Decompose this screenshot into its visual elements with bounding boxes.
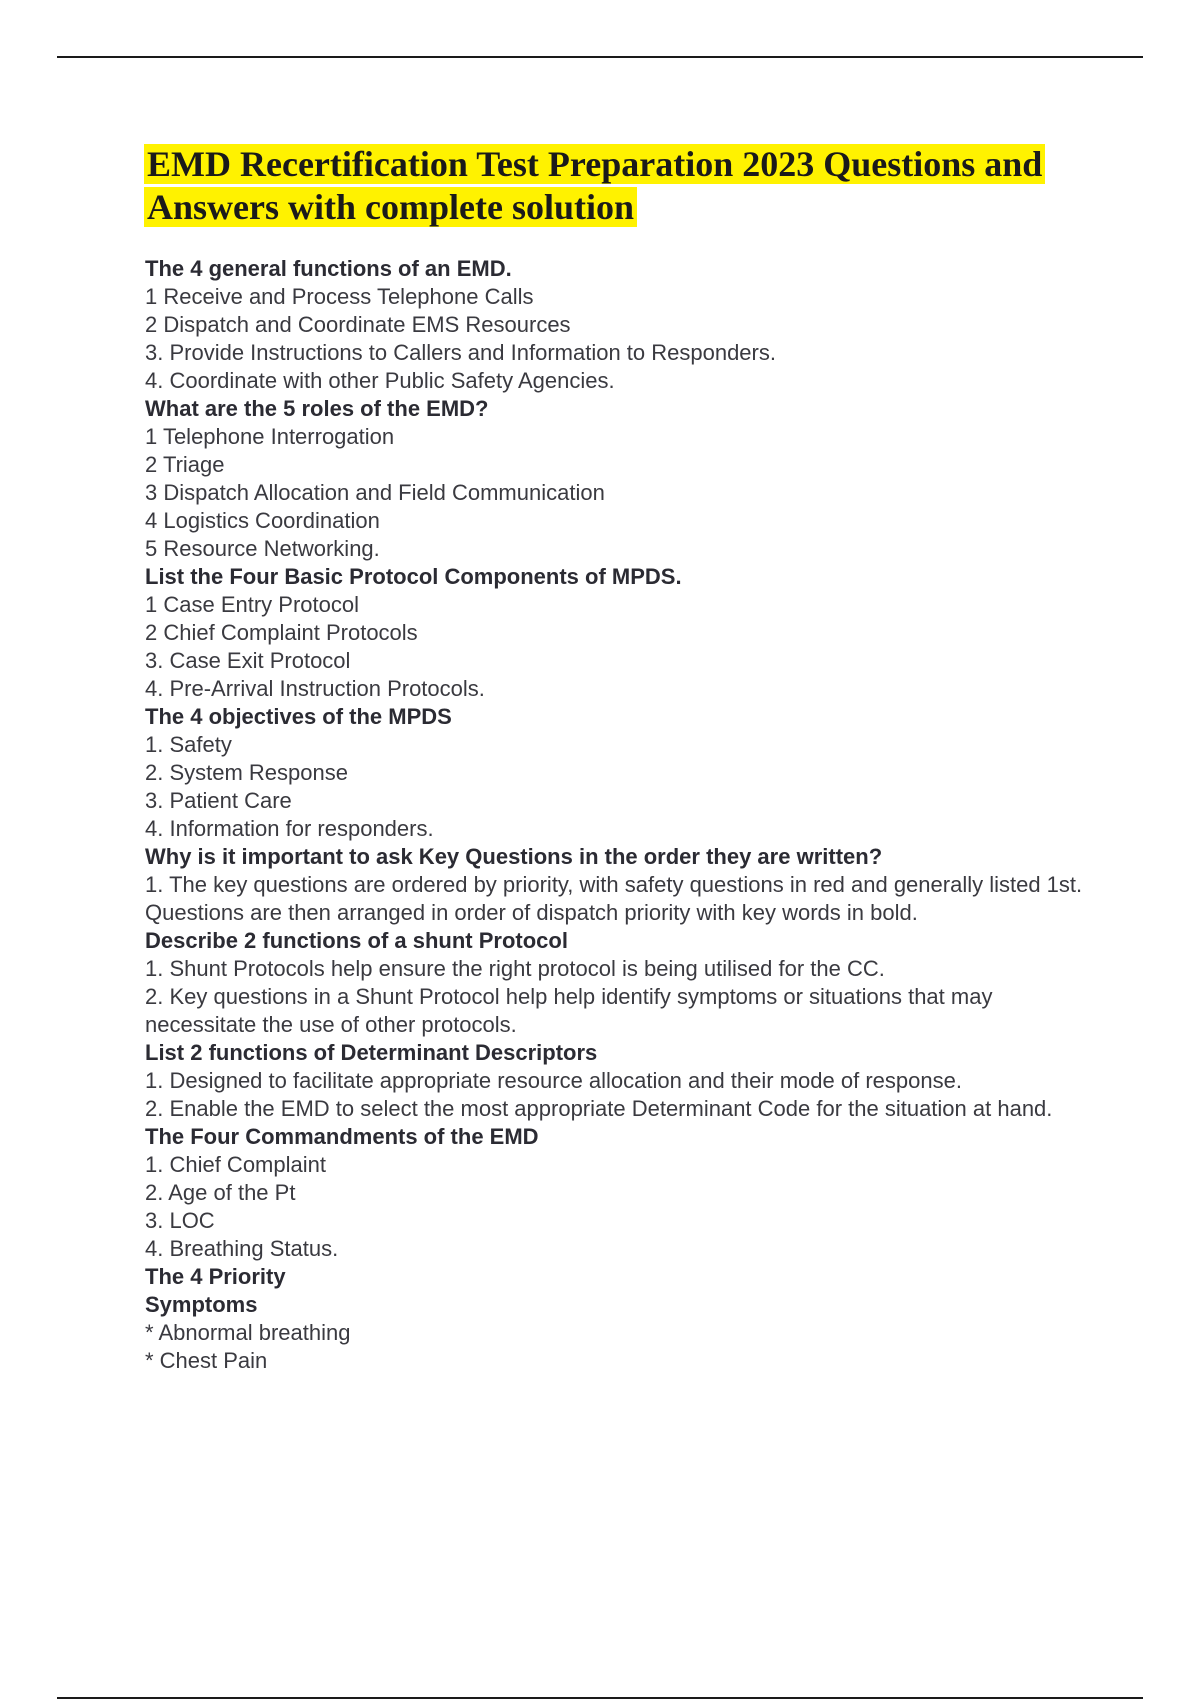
qa-block	[145, 843, 1085, 927]
answer-line: 2. Age of the Pt	[145, 1180, 296, 1205]
document-title	[144, 143, 1084, 229]
question-heading: The 4 general functions of an EMD.	[145, 256, 512, 281]
answer-line: 3. Patient Care	[145, 788, 292, 813]
title-highlight: EMD Recertification Test Preparation 2023 Questions and Answers with complete solution	[144, 144, 1045, 227]
answer-line: 2 Triage	[145, 452, 225, 477]
answer-line: 1. Shunt Protocols help ensure the right protocol is being utilised for the CC.	[145, 956, 885, 981]
answer-line: * Abnormal breathing	[145, 1320, 351, 1345]
qa-block	[145, 1263, 1085, 1291]
question-heading: Describe 2 functions of a shunt Protocol	[145, 928, 568, 953]
question-heading: List 2 functions of Determinant Descriptors	[145, 1040, 598, 1065]
answer-line: 2. Key questions in a Shunt Protocol help help identify symptoms or situations that may necessitate the use of other protocols.	[145, 984, 993, 1037]
bottom-rule	[57, 1697, 1143, 1699]
answer-line: 3 Dispatch Allocation and Field Communication	[145, 480, 605, 505]
question-heading: The 4 objectives of the MPDS	[145, 704, 452, 729]
answer-line: 3. Provide Instructions to Callers and Information to Responders.	[145, 340, 776, 365]
qa-block	[145, 703, 1085, 843]
answer-line: 4. Breathing Status.	[145, 1236, 339, 1261]
qa-block	[145, 395, 1085, 563]
answer-line: 1 Receive and Process Telephone Calls	[145, 284, 534, 309]
answer-line: 2 Chief Complaint Protocols	[145, 620, 418, 645]
answer-line: 4 Logistics Coordination	[145, 508, 380, 533]
answer-line: 1 Case Entry Protocol	[145, 592, 359, 617]
answer-line: 4. Coordinate with other Public Safety Agencies.	[145, 368, 615, 393]
qa-block	[145, 563, 1085, 703]
qa-block	[145, 255, 1085, 395]
answer-line: 2 Dispatch and Coordinate EMS Resources	[145, 312, 571, 337]
qa-block	[145, 1123, 1085, 1263]
answer-line: 1. The key questions are ordered by priority, with safety questions in red and generally listed 1st. Questions are then arranged in order of dispatch priority with key words in bold.	[145, 872, 1083, 925]
answer-line: * Chest Pain	[145, 1348, 268, 1373]
qa-block	[145, 1291, 1085, 1375]
answer-line: 3. Case Exit Protocol	[145, 648, 351, 673]
answer-line: 4. Pre-Arrival Instruction Protocols.	[145, 676, 485, 701]
qa-body	[145, 255, 1085, 1375]
answer-line: 5 Resource Networking.	[145, 536, 380, 561]
qa-block	[145, 927, 1085, 1039]
answer-line: 4. Information for responders.	[145, 816, 434, 841]
answer-line: 3. LOC	[145, 1208, 215, 1233]
question-heading: List the Four Basic Protocol Components of MPDS.	[145, 564, 682, 589]
answer-line: 1 Telephone Interrogation	[145, 424, 395, 449]
answer-line: 2. Enable the EMD to select the most appropriate Determinant Code for the situation at hand.	[145, 1096, 1053, 1121]
qa-block	[145, 1039, 1085, 1123]
question-heading: The Four Commandments of the EMD	[145, 1124, 539, 1149]
question-heading: What are the 5 roles of the EMD?	[145, 396, 489, 421]
question-heading: The 4 Priority	[145, 1264, 286, 1289]
answer-line: 1. Safety	[145, 732, 232, 757]
answer-line: 1. Designed to facilitate appropriate resource allocation and their mode of response.	[145, 1068, 962, 1093]
answer-line: 2. System Response	[145, 760, 348, 785]
question-heading: Symptoms	[145, 1292, 258, 1317]
answer-line: 1. Chief Complaint	[145, 1152, 326, 1177]
top-rule	[57, 56, 1143, 58]
question-heading: Why is it important to ask Key Questions in the order they are written?	[145, 844, 883, 869]
